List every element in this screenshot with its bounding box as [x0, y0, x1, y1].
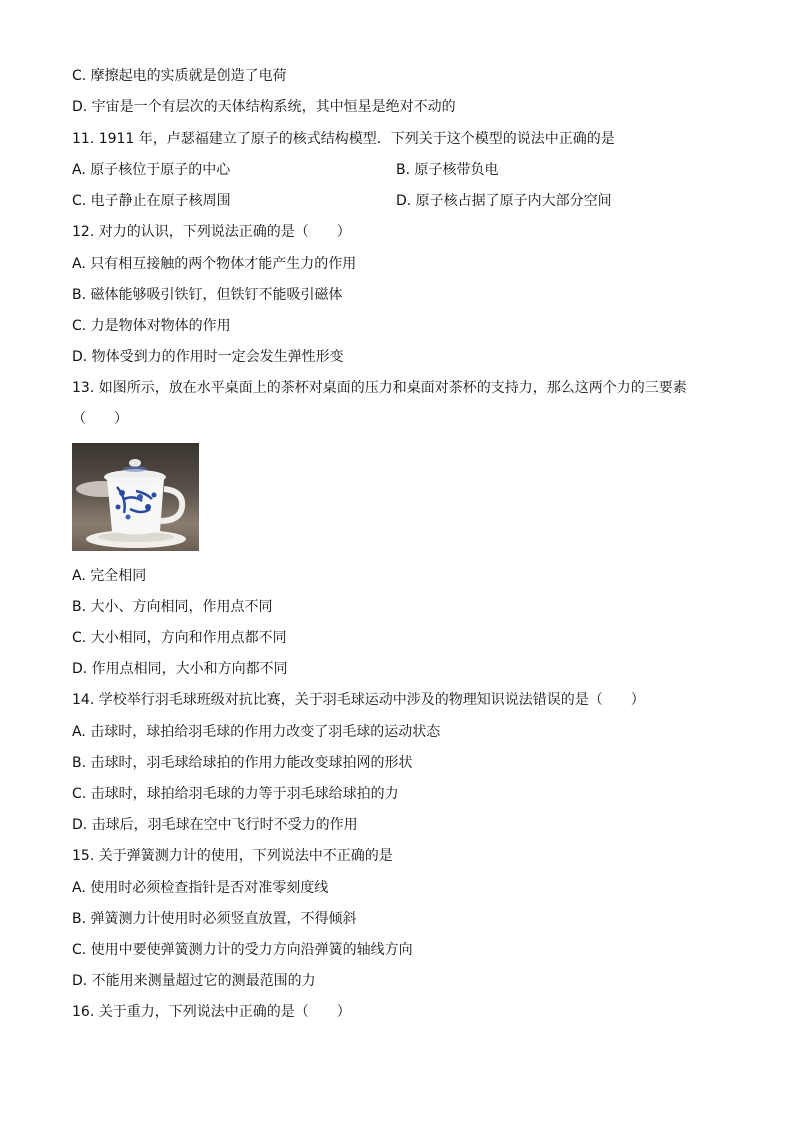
option-15a: A. 使用时必须检查指针是否对准零刻度线 — [72, 880, 329, 896]
line-q10d: D. 宇宙是一个有层次的天体结构系统，其中恒星是绝对不动的 — [72, 99, 456, 115]
option-14a: A. 击球时，球拍给羽毛球的作用力改变了羽毛球的运动状态 — [72, 724, 441, 740]
teacup-illustration — [72, 443, 199, 551]
option-14d: D. 击球后，羽毛球在空中飞行时不受力的作用 — [72, 817, 358, 833]
option-15c: C. 使用中要使弹簧测力计的受力方向沿弹簧的轴线方向 — [72, 942, 413, 958]
teacup-photo — [72, 443, 199, 551]
option-13b: B. 大小、方向相同，作用点不同 — [72, 599, 273, 615]
option-12b: B. 磁体能够吸引铁钉，但铁钉不能吸引磁体 — [72, 287, 343, 303]
option-13c: C. 大小相同，方向和作用点都不同 — [72, 630, 287, 646]
line-q10c: C. 摩擦起电的实质就是创造了电荷 — [72, 68, 287, 84]
option-12a: A. 只有相互接触的两个物体才能产生力的作用 — [72, 256, 357, 272]
option-13a: A. 完全相同 — [72, 568, 147, 584]
option-11a: A. 原子核位于原子的中心 — [72, 162, 231, 178]
option-15d: D. 不能用来测量超过它的测最范围的力 — [72, 973, 316, 989]
question-14: 14. 学校举行羽毛球班级对抗比赛，关于羽毛球运动中涉及的物理知识说法错误的是（ ） — [72, 692, 645, 708]
option-14c: C. 击球时，球拍给羽毛球的力等于羽毛球给球拍的力 — [72, 786, 399, 802]
question-15: 15. 关于弹簧测力计的使用，下列说法中不正确的是 — [72, 848, 393, 864]
option-13d: D. 作用点相同，大小和方向都不同 — [72, 661, 288, 677]
question-16: 16. 关于重力，下列说法中正确的是（ ） — [72, 1004, 351, 1020]
option-11b: B. 原子核带负电 — [396, 162, 499, 178]
option-14b: B. 击球时，羽毛球给球拍的作用力能改变球拍网的形状 — [72, 755, 413, 771]
option-12c: C. 力是物体对物体的作用 — [72, 318, 231, 334]
option-15b: B. 弹簧测力计使用时必须竖直放置，不得倾斜 — [72, 911, 357, 927]
question-12: 12. 对力的认识，下列说法正确的是（ ） — [72, 224, 351, 240]
question-13: 13. 如图所示，放在水平桌面上的茶杯对桌面的压力和桌面对茶杯的支持力，那么这两个力的三要素 — [72, 380, 687, 396]
question-13-paren: （ ） — [72, 411, 128, 427]
question-11: 11. 1911 年，卢瑟福建立了原子的核式结构模型．下列关于这个模型的说法中正确的是 — [72, 131, 615, 147]
option-11d: D. 原子核占据了原子内大部分空间 — [396, 193, 612, 209]
option-12d: D. 物体受到力的作用时一定会发生弹性形变 — [72, 349, 344, 365]
option-11c: C. 电子静止在原子核周围 — [72, 193, 231, 209]
